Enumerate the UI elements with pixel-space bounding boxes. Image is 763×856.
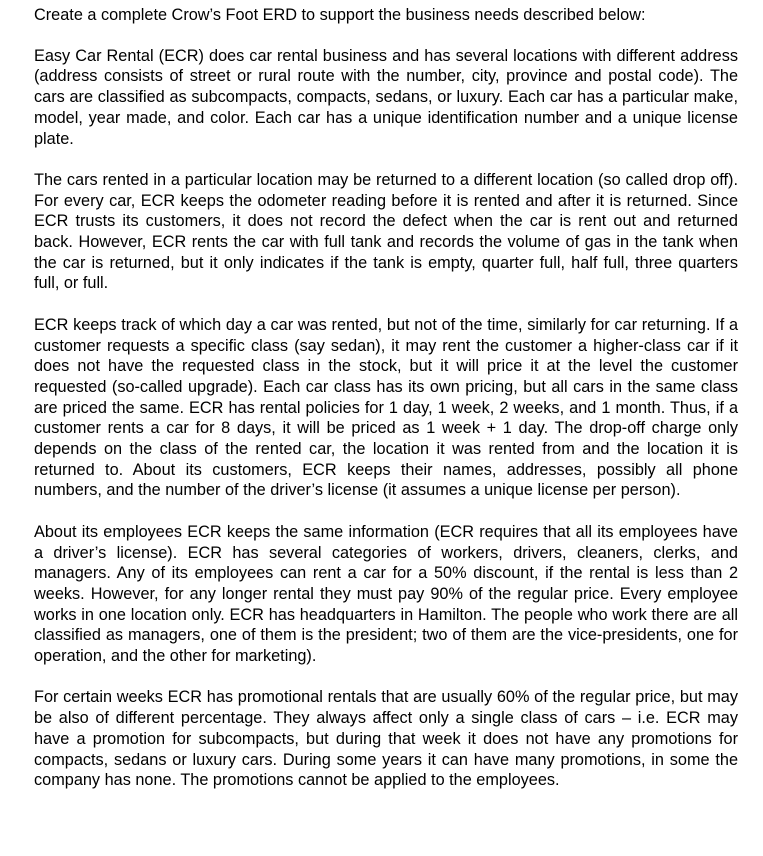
paragraph-locations-cars: Easy Car Rental (ECR) does car rental business and has several locations with different address (address consists of street or rural route with the number, city, province and postal code). The cars are classified as subcompacts, compacts, sedans, or luxury. Each car has a particular make, model, year made, and color. Each car has a unique identification number and a unique license plate.: [34, 46, 738, 148]
intro-heading: Create a complete Crow’s Foot ERD to support the business needs described below:: [34, 6, 646, 24]
paragraph-promotions: For certain weeks ECR has promotional rentals that are usually 60% of the regular price, but may be also of different percentage. They always affect only a single class of cars – i.e. ECR may have a promotion for subcompacts, but during that week it does not have any promotions for compacts, sedans or luxury cars. During some years it can have many promotions, in some the company has none. The promotions cannot be applied to the employees.: [34, 688, 738, 790]
paragraph-pricing-customers: ECR keeps track of which day a car was rented, but not of the time, similarly for car returning. If a customer requests a specific class (say sedan), it may rent the customer a higher-class car if it does not have the requested class in the stock, but it will price it at the level the customer requested (so-called upgrade). Each car class has its own pricing, but all cars in the same class are priced the same. ECR has rental policies for 1 day, 1 week, 2 weeks, and 1 month. Thus, if a customer rents a car for 8 days, it will be priced as 1 week + 1 day. The drop-off charge only depends on the class of the rented car, the location it was rented from and the location it is returned to. About its customers, ECR keeps their names, addresses, possibly all phone numbers, and the number of the driver’s license (it assumes a unique license per person).: [34, 315, 738, 500]
paragraph-rentals-returns: The cars rented in a particular location may be returned to a different location (so called drop off). For every car, ECR keeps the odometer reading before it is rented and after it is returned. Since ECR trusts its customers, it does not record the defect when the car is rent out and returned back. However, ECR rents the car with full tank and records the volume of gas in the tank when the car is returned, but it only indicates if the tank is empty, quarter full, half full, three quarters full, or full.: [34, 170, 738, 293]
paragraph-employees: About its employees ECR keeps the same information (ECR requires that all its employees have a driver’s license). ECR has several categories of workers, drivers, cleaners, clerks, and managers. Any of its employees can rent a car for a 50% discount, if the rental is less than 2 weeks. However, for any longer rental they must pay 90% of the regular price. Every employee works in one location only. ECR has headquarters in Hamilton. The people who work there are all classified as managers, one of them is the president; two of them are the vice-presidents, one for operation, and the other for marketing).: [34, 522, 738, 666]
document-page: [34, 5, 738, 812]
